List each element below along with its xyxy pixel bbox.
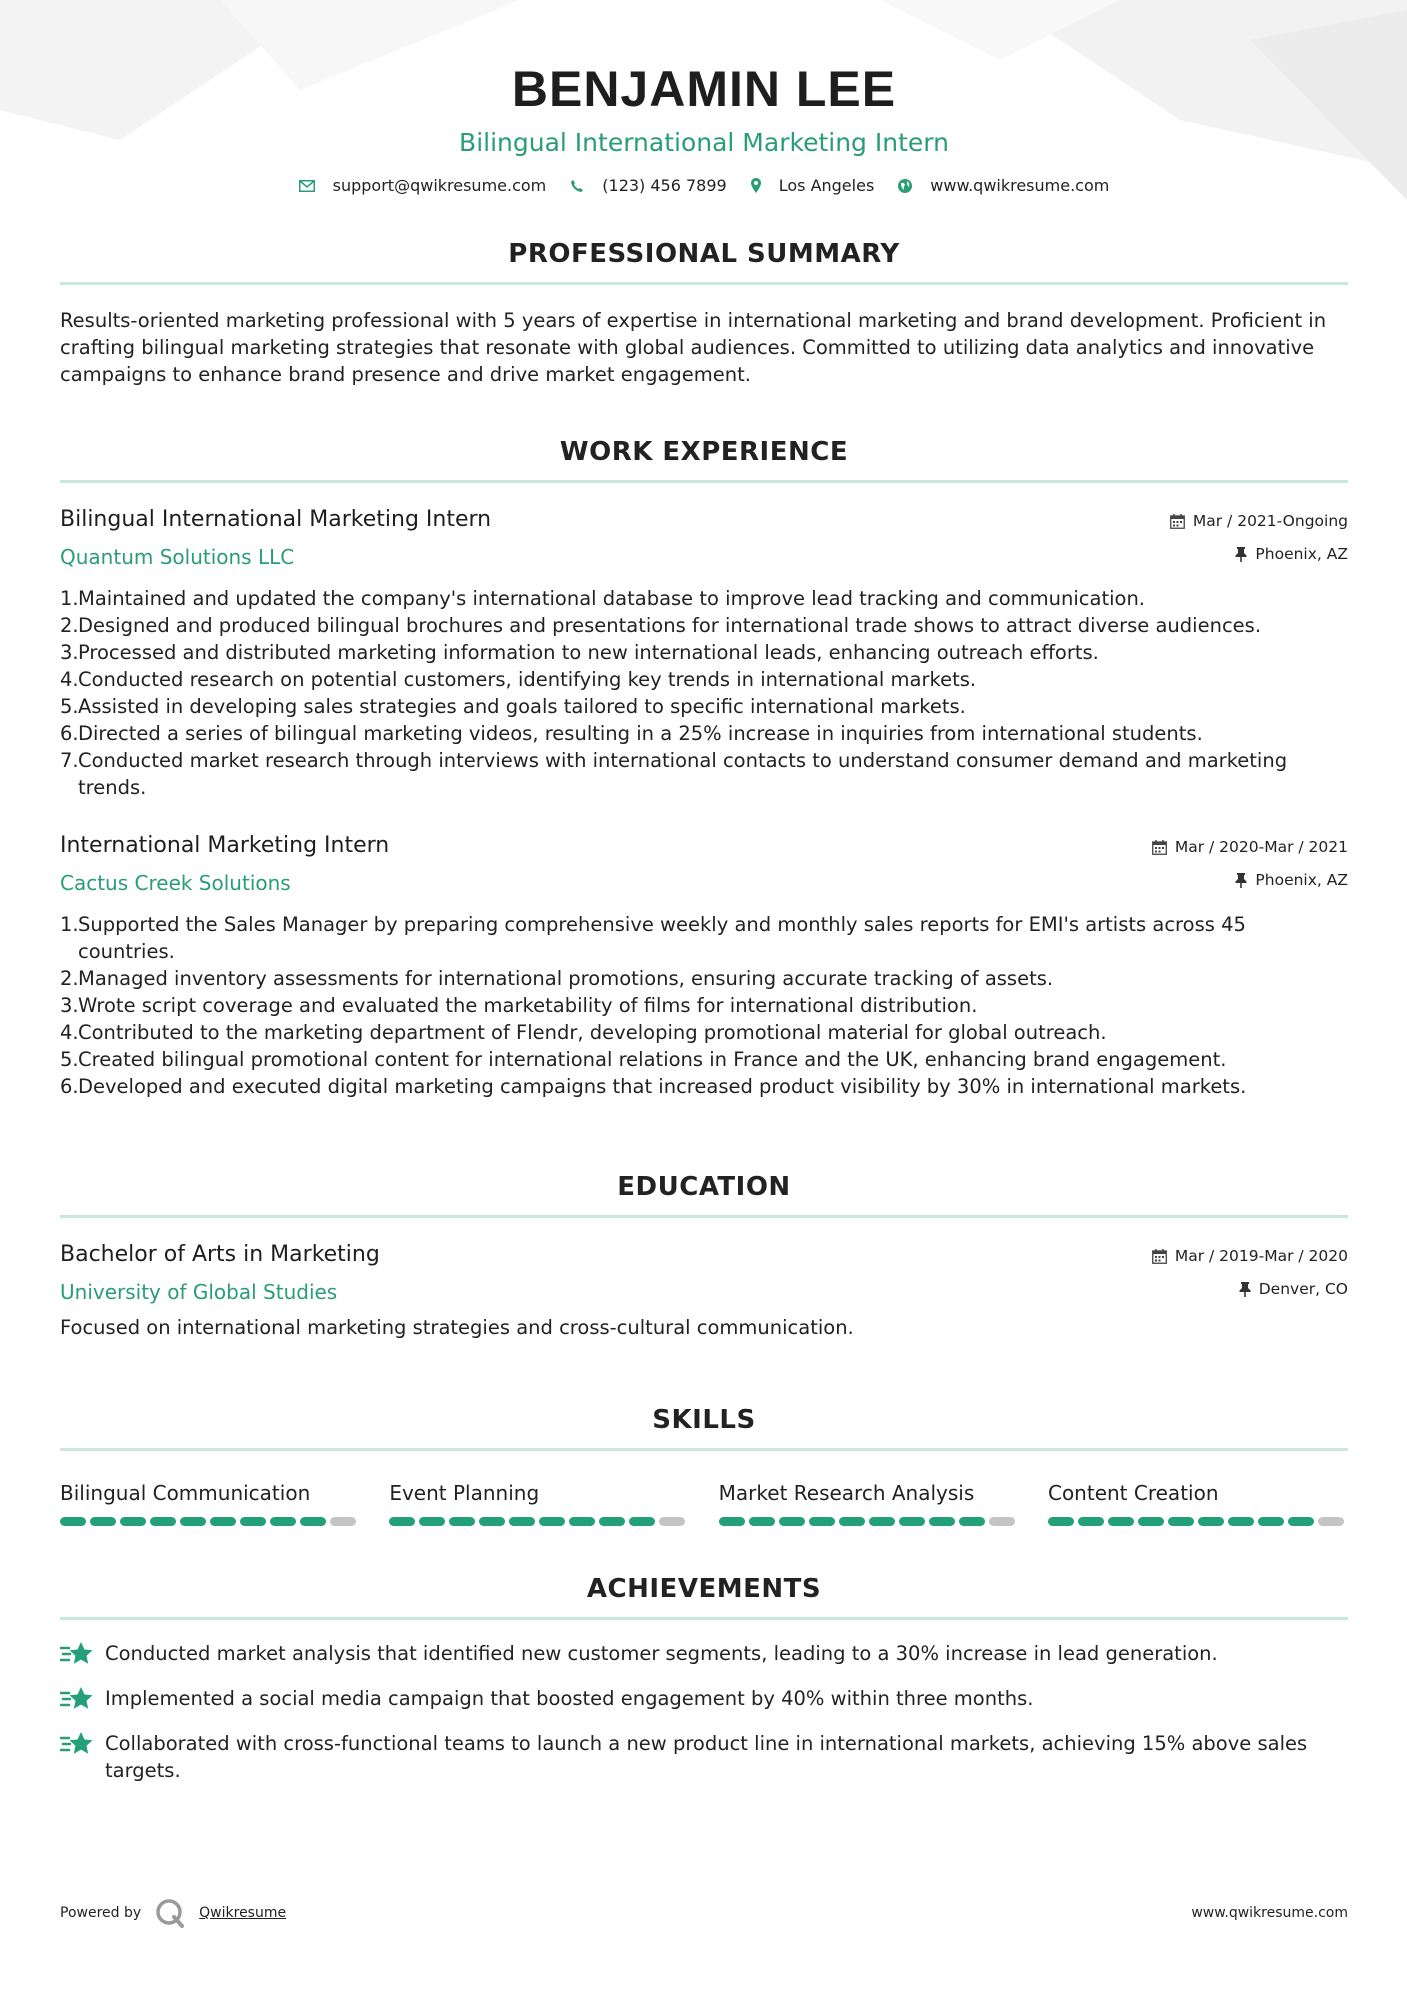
calendar-icon	[1152, 840, 1167, 855]
skill-segment-filled	[1228, 1517, 1254, 1526]
page-footer	[60, 1898, 1348, 1928]
envelope-icon	[299, 180, 315, 192]
contact-location-text: Los Angeles	[778, 176, 875, 195]
skill-segment-filled	[839, 1517, 865, 1526]
skill-segment-filled	[120, 1517, 146, 1526]
skill-segment-filled	[150, 1517, 176, 1526]
powered-by	[60, 1898, 286, 1928]
candidate-name: BENJAMIN LEE	[511, 61, 897, 117]
skill-item	[719, 1479, 1019, 1526]
phone-icon	[570, 179, 584, 193]
contact-email-text: support@qwikresume.com	[332, 176, 547, 195]
skill-segment-filled	[1288, 1517, 1314, 1526]
contact-website[interactable]	[898, 176, 1109, 195]
summary-heading: PROFESSIONAL SUMMARY	[508, 239, 900, 269]
calendar-icon	[1152, 1249, 1167, 1264]
calendar-icon	[1170, 514, 1185, 529]
shooting-star-icon	[60, 1640, 94, 1668]
experience-section	[60, 432, 1348, 1100]
skill-segment-filled	[749, 1517, 775, 1526]
degree-title: Bachelor of Arts in Marketing	[60, 1242, 380, 1267]
job-location: Phoenix, AZ	[1255, 545, 1348, 563]
education-description: Focused on international marketing strategies and cross-cultural communication.	[60, 1316, 854, 1339]
section-divider	[60, 1448, 1348, 1451]
achievements-list	[60, 1640, 1348, 1784]
qwikresume-link[interactable]: Qwikresume	[199, 1905, 287, 1921]
map-pin-icon	[751, 178, 761, 193]
skill-level-bar	[60, 1517, 360, 1526]
list-item: 3. Processed and distributed marketing information to new international leads, enhancing outreach efforts.	[60, 641, 1099, 664]
skill-segment-filled	[60, 1517, 86, 1526]
skill-segment-filled	[509, 1517, 535, 1526]
skill-segment-filled	[809, 1517, 835, 1526]
skill-segment-filled	[1258, 1517, 1284, 1526]
shooting-star-icon	[60, 1730, 94, 1758]
contact-phone-text: (123) 456 7899	[602, 176, 727, 195]
skill-segment-filled	[1048, 1517, 1074, 1526]
footer-website[interactable]: www.qwikresume.com	[1191, 1905, 1348, 1921]
job-bullets	[60, 585, 1348, 801]
contact-phone[interactable]	[570, 176, 726, 195]
skills-list	[60, 1479, 1348, 1526]
skill-label: Event Planning	[389, 1481, 540, 1505]
job-company: Quantum Solutions LLC	[60, 545, 295, 569]
skill-label: Market Research Analysis	[718, 1481, 975, 1505]
skill-segment-filled	[629, 1517, 655, 1526]
skill-segment-filled	[719, 1517, 745, 1526]
skill-segment-filled	[569, 1517, 595, 1526]
pushpin-icon	[1235, 547, 1247, 562]
list-item: 3. Wrote script coverage and evaluated the marketability of films for international distribution.	[60, 994, 978, 1017]
education-section	[60, 1167, 1348, 1341]
skill-segment-filled	[1138, 1517, 1164, 1526]
pushpin-icon	[1235, 873, 1247, 888]
skill-segment-filled	[539, 1517, 565, 1526]
achievements-heading: ACHIEVEMENTS	[586, 1574, 822, 1604]
list-item: 1. Maintained and updated the company's international database to improve lead tracking and communication.	[60, 587, 1146, 610]
skill-segment-filled	[419, 1517, 445, 1526]
skill-segment-filled	[1198, 1517, 1224, 1526]
skill-segment-empty	[330, 1517, 356, 1526]
job-bullets	[60, 911, 1348, 1100]
skill-segment-filled	[779, 1517, 805, 1526]
job-entry	[60, 505, 1348, 801]
skill-segment-filled	[449, 1517, 475, 1526]
skill-segment-filled	[929, 1517, 955, 1526]
candidate-title: Bilingual International Marketing Intern	[459, 128, 949, 157]
contact-website-text: www.qwikresume.com	[930, 176, 1110, 195]
powered-by-label: Powered by	[60, 1905, 142, 1921]
skill-item	[1048, 1479, 1348, 1526]
job-location: Phoenix, AZ	[1255, 871, 1348, 889]
list-item: 2. Designed and produced bilingual brochures and presentations for international trade shows to attract diverse audiences.	[60, 614, 1262, 637]
skill-segment-filled	[1078, 1517, 1104, 1526]
pushpin-icon	[1239, 1282, 1251, 1297]
qwikresume-logo-icon	[155, 1898, 185, 1928]
skills-heading: SKILLS	[652, 1405, 756, 1435]
education-entry	[60, 1240, 1348, 1341]
list-item: 5. Assisted in developing sales strategies and goals tailored to specific international markets.	[60, 695, 966, 718]
skill-segment-filled	[959, 1517, 985, 1526]
summary-section	[60, 234, 1348, 388]
list-item: 4. Conducted research on potential customers, identifying key trends in international markets.	[60, 668, 977, 691]
skill-label: Content Creation	[1047, 1481, 1219, 1505]
skill-segment-empty	[989, 1517, 1015, 1526]
skill-segment-filled	[240, 1517, 266, 1526]
skill-segment-filled	[300, 1517, 326, 1526]
skill-segment-filled	[479, 1517, 505, 1526]
education-location: Denver, CO	[1258, 1280, 1348, 1298]
achievement-item: Collaborated with cross-functional teams to launch a new product line in international markets, achieving 15% above sales targets.	[60, 1730, 1348, 1784]
skill-label: Bilingual Communication	[60, 1481, 311, 1505]
globe-icon	[898, 179, 912, 193]
job-title: Bilingual International Marketing Intern	[60, 507, 492, 532]
skill-segment-empty	[1318, 1517, 1344, 1526]
resume-header	[60, 0, 1348, 195]
skill-segment-empty	[659, 1517, 685, 1526]
list-item: 1. Supported the Sales Manager by preparing comprehensive weekly and monthly sales reports for EMI's artists across 45 countries.	[60, 913, 1246, 963]
skill-segment-filled	[899, 1517, 925, 1526]
skill-segment-filled	[210, 1517, 236, 1526]
experience-heading: WORK EXPERIENCE	[559, 437, 849, 467]
skill-level-bar	[1048, 1517, 1348, 1526]
list-item: 2. Managed inventory assessments for international promotions, ensuring accurate tracking of assets.	[60, 967, 1054, 990]
education-heading: EDUCATION	[617, 1172, 791, 1202]
resume-page	[60, 0, 1348, 1782]
section-divider	[60, 1617, 1348, 1620]
skill-segment-filled	[389, 1517, 415, 1526]
skill-level-bar	[389, 1517, 689, 1526]
skill-segment-filled	[599, 1517, 625, 1526]
section-divider	[60, 480, 1348, 483]
list-item: 4. Contributed to the marketing department of Flendr, developing promotional material for global outreach.	[60, 1021, 1107, 1044]
section-divider	[60, 1215, 1348, 1218]
job-title: International Marketing Intern	[60, 833, 390, 858]
contact-bar	[60, 176, 1348, 195]
skill-segment-filled	[1168, 1517, 1194, 1526]
skill-segment-filled	[1108, 1517, 1134, 1526]
skill-item	[389, 1479, 689, 1526]
shooting-star-icon	[60, 1685, 94, 1713]
contact-location	[751, 176, 875, 195]
list-item: 5. Created bilingual promotional content for international relations in France and the UK, enhancing brand engagement.	[60, 1048, 1227, 1071]
list-item: 6. Directed a series of bilingual marketing videos, resulting in a 25% increase in inquiries from international students.	[60, 722, 1203, 745]
job-entry	[60, 831, 1348, 1100]
skill-item	[60, 1479, 360, 1526]
achievement-item: Implemented a social media campaign that boosted engagement by 40% within three months.	[60, 1685, 1348, 1713]
list-item: 6. Developed and executed digital marketing campaigns that increased product visibility by 30% in international markets.	[60, 1075, 1247, 1098]
skills-section	[60, 1400, 1348, 1526]
achievement-item: Conducted market analysis that identified new customer segments, leading to a 30% increase in lead generation.	[60, 1640, 1348, 1668]
job-company: Cactus Creek Solutions	[60, 871, 291, 895]
achievements-section	[60, 1569, 1348, 1784]
education-dates: Mar / 2019-Mar / 2020	[1174, 1247, 1348, 1265]
list-item: 7. Conducted market research through interviews with international contacts to understand consumer demand and marketing trends.	[60, 749, 1288, 799]
contact-email[interactable]	[299, 176, 547, 195]
section-divider	[60, 282, 1348, 285]
skill-segment-filled	[90, 1517, 116, 1526]
skill-segment-filled	[270, 1517, 296, 1526]
job-dates: Mar / 2021-Ongoing	[1192, 512, 1348, 530]
summary-text: Results-oriented marketing professional with 5 years of expertise in international marketing and brand development. Proficient in crafting bilingual marketing strategies that resonate with global audiences. Committed to utilizing data analytics and innovative campaigns to enhance brand presence and drive market engagement.	[60, 309, 1327, 386]
skill-segment-filled	[180, 1517, 206, 1526]
skill-segment-filled	[869, 1517, 895, 1526]
school-name: University of Global Studies	[60, 1280, 338, 1304]
job-dates: Mar / 2020-Mar / 2021	[1174, 838, 1348, 856]
skill-level-bar	[719, 1517, 1019, 1526]
